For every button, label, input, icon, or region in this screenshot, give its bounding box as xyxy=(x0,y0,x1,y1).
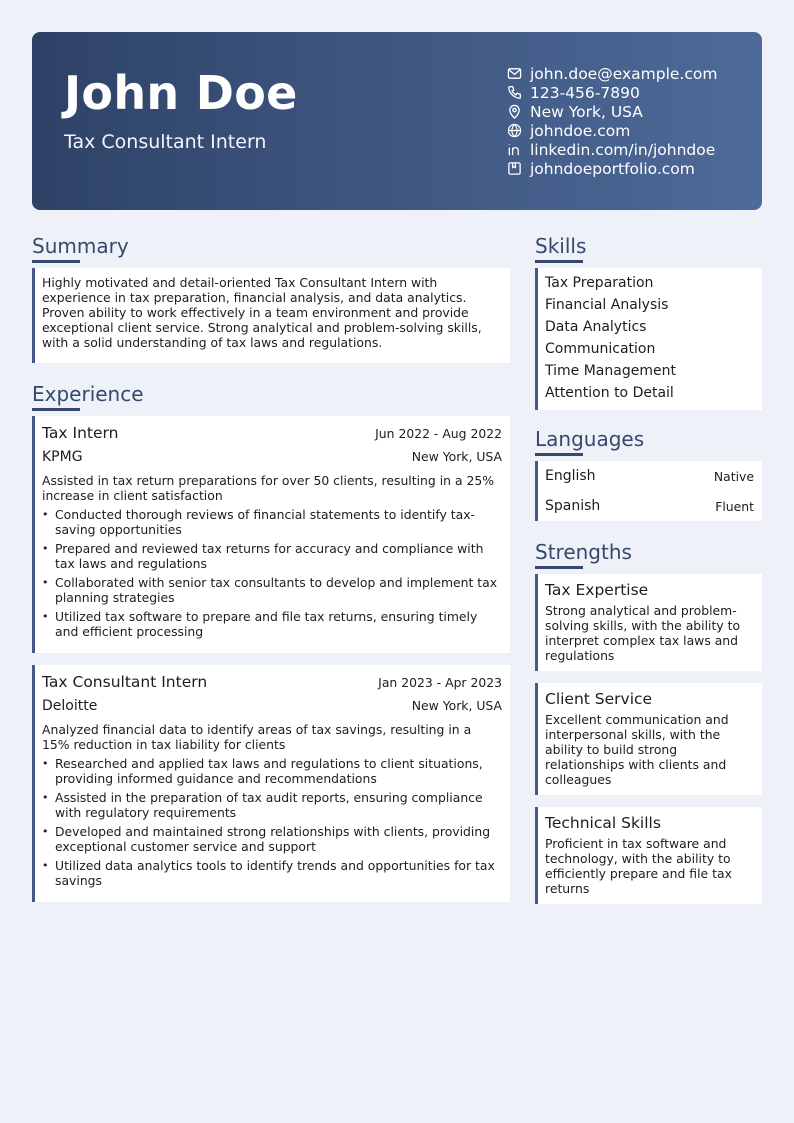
location-icon xyxy=(506,103,523,120)
experience-item xyxy=(32,665,510,902)
strength-title: Tax Expertise xyxy=(545,581,649,599)
strength-description: Strong analytical and problem-solving skills, with the ability to interpret complex tax laws and regulations xyxy=(545,603,741,663)
experience-location: New York, USA xyxy=(411,698,502,713)
experience-bullets xyxy=(42,507,502,639)
strength-item xyxy=(535,574,762,671)
phone-icon xyxy=(506,84,523,101)
skill-item: Data Analytics xyxy=(545,319,647,335)
right-column xyxy=(535,233,762,916)
contact-location xyxy=(506,102,717,121)
experience-summary: Assisted in tax return preparations for over 50 clients, resulting in a 25% increase in client satisfaction xyxy=(42,473,495,503)
summary-heading-underline xyxy=(32,260,80,263)
experience-summary: Analyzed financial data to identify areas of tax savings, resulting in a 15% reduction in tax liability for clients xyxy=(42,722,472,752)
contact-portfolio-text: johndoeportfolio.com xyxy=(530,159,695,178)
strengths-heading: Strengths xyxy=(535,540,632,564)
experience-bullet: • Utilized tax software to prepare and file tax returns, ensuring timely and efficient processing xyxy=(42,609,502,639)
languages-heading-underline xyxy=(535,453,583,456)
skills-heading-underline xyxy=(535,260,583,263)
candidate-name: John Doe xyxy=(64,66,298,120)
experience-heading: Experience xyxy=(32,382,144,406)
experience-bullet: • Prepared and reviewed tax returns for accuracy and compliance with tax laws and regulations xyxy=(42,541,502,571)
strength-description: Excellent communication and interpersonal skills, with the ability to build strong relationships with clients and colleagues xyxy=(545,712,729,787)
experience-bullet: • Conducted thorough reviews of financial statements to identify tax-saving opportunities xyxy=(42,507,502,537)
globe-icon xyxy=(506,122,523,139)
experience-role: Tax Intern xyxy=(42,424,119,442)
experience-bullet: • Researched and applied tax laws and regulations to client situations, providing informed guidance and recommendations xyxy=(42,756,502,786)
contact-portfolio[interactable] xyxy=(506,159,717,178)
skill-item: Tax Preparation xyxy=(545,275,654,291)
mail-icon xyxy=(506,65,523,82)
experience-bullet: • Collaborated with senior tax consultants to develop and implement tax planning strategies xyxy=(42,575,502,605)
strength-title: Client Service xyxy=(545,690,653,708)
skill-item: Attention to Detail xyxy=(545,385,674,401)
linkedin-icon xyxy=(506,141,523,158)
strength-title: Technical Skills xyxy=(545,814,661,832)
strengths-heading-underline xyxy=(535,566,583,569)
portfolio-icon xyxy=(506,160,523,177)
skills-card xyxy=(535,268,762,410)
contact-email-text: john.doe@example.com xyxy=(530,64,718,83)
experience-location: New York, USA xyxy=(411,449,502,464)
experience-bullet: • Developed and maintained strong relationships with clients, providing exceptional customer service and support xyxy=(42,824,502,854)
contact-email[interactable] xyxy=(506,64,717,83)
language-item xyxy=(535,491,762,521)
language-name: Spanish xyxy=(545,498,601,514)
contact-linkedin-text: linkedin.com/in/johndoe xyxy=(530,140,716,159)
experience-item xyxy=(32,416,510,653)
contact-phone[interactable] xyxy=(506,83,717,102)
skill-item: Financial Analysis xyxy=(545,297,669,313)
experience-dates: Jan 2023 - Apr 2023 xyxy=(378,675,502,690)
skill-item: Communication xyxy=(545,341,656,357)
skill-item: Time Management xyxy=(545,363,676,379)
summary-heading: Summary xyxy=(32,234,129,258)
language-item xyxy=(535,461,762,491)
experience-role: Tax Consultant Intern xyxy=(42,673,208,691)
language-level: Native xyxy=(713,468,754,484)
experience-company: Deloitte xyxy=(42,698,98,714)
experience-dates: Jun 2022 - Aug 2022 xyxy=(375,426,502,441)
experience-heading-underline xyxy=(32,408,80,411)
strength-description: Proficient in tax software and technology, with the ability to efficiently prepare and file tax returns xyxy=(545,836,732,896)
summary-text: Highly motivated and detail-oriented Tax Consultant Intern with experience in tax preparation, financial analysis, and data analytics. Proven ability to work effectively in a team environment and provide exceptional client service. Strong analytical and problem-solving skills, with a solid understanding of tax laws and regulations. xyxy=(42,275,482,350)
strength-item xyxy=(535,683,762,795)
contact-website-text: johndoe.com xyxy=(530,121,631,140)
strength-item xyxy=(535,807,762,904)
skills-heading: Skills xyxy=(535,234,587,258)
resume-header xyxy=(32,32,762,210)
candidate-title: Tax Consultant Intern xyxy=(64,131,267,153)
experience-bullets xyxy=(42,756,502,888)
language-name: English xyxy=(545,468,596,484)
experience-bullet: • Utilized data analytics tools to identify trends and opportunities for tax savings xyxy=(42,858,502,888)
summary-card xyxy=(32,268,510,363)
languages-heading: Languages xyxy=(535,427,645,451)
contact-linkedin[interactable] xyxy=(506,140,717,159)
experience-bullet: • Assisted in the preparation of tax audit reports, ensuring compliance with regulatory requirements xyxy=(42,790,502,820)
experience-company: KPMG xyxy=(42,449,83,465)
language-level: Fluent xyxy=(715,498,754,514)
contact-website[interactable] xyxy=(506,121,717,140)
contact-phone-text: 123-456-7890 xyxy=(530,83,640,102)
contact-list xyxy=(506,64,717,178)
contact-location-text: New York, USA xyxy=(530,102,643,121)
left-column xyxy=(32,233,510,902)
